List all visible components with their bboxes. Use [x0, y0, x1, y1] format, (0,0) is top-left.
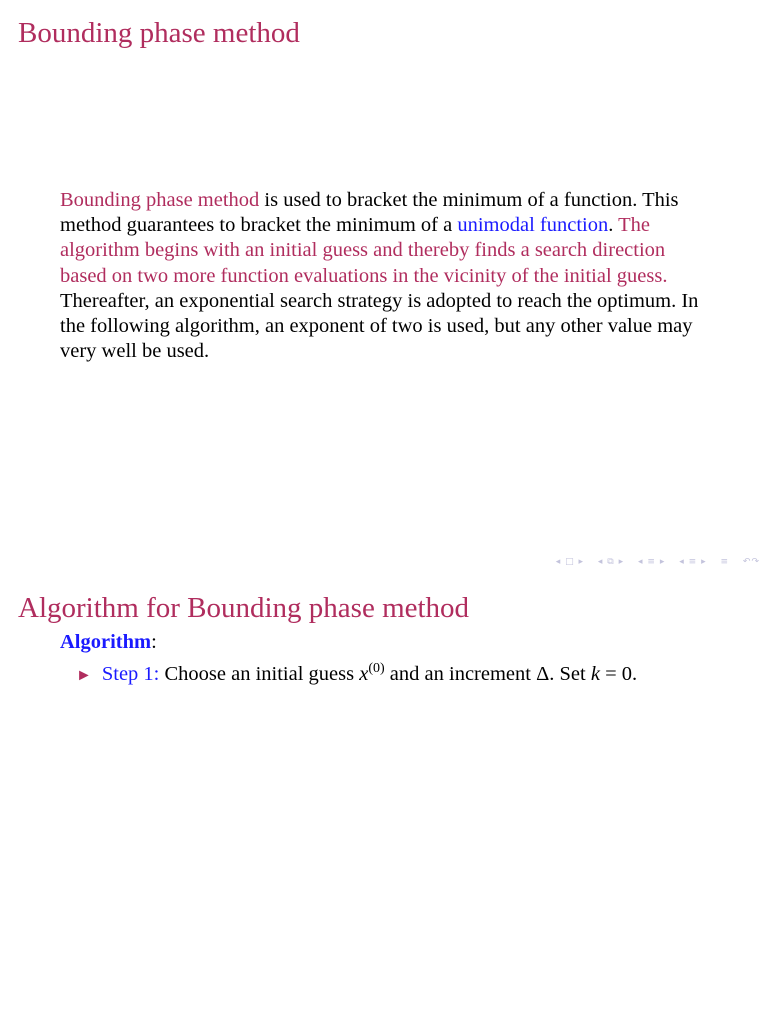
unimodal-function-link[interactable]: unimodal function — [457, 214, 609, 237]
math-superscript: (0) — [368, 661, 385, 677]
nav-next-arrow-icon[interactable]: ▸ — [659, 557, 666, 567]
search-back-forward-icon[interactable]: ↶↷ — [742, 557, 760, 567]
nav-prev-arrow-icon[interactable]: ◂ — [679, 557, 685, 567]
algorithm-colon: : — [151, 631, 157, 653]
slide-title: Algorithm for Bounding phase method — [18, 592, 470, 624]
paragraph-text: is used to bracket the minimum of a function. This method guarantees to bracket the minimum of a — [60, 189, 679, 237]
nav-prev-arrow-icon[interactable]: ◂ — [597, 557, 604, 567]
section-icon[interactable]: ≡ — [647, 557, 656, 567]
subsection-icon[interactable]: ⧉ — [607, 557, 615, 567]
slide-title: Bounding phase method — [18, 17, 300, 49]
align-icon[interactable]: ≡ — [720, 557, 730, 567]
nav-next-arrow-icon[interactable]: ▸ — [578, 557, 585, 567]
section-icon[interactable]: ≡ — [688, 557, 698, 567]
math-variable-k: k — [590, 663, 600, 685]
math-variable-x: x — [359, 663, 369, 685]
beamer-navigation-bar — [556, 557, 760, 567]
paragraph-text: . — [608, 214, 619, 237]
algorithm-heading — [60, 630, 157, 655]
nav-prev-arrow-icon[interactable]: ◂ — [555, 557, 562, 567]
body-paragraph — [60, 188, 710, 364]
paragraph-text: Thereafter, an exponential search strategy is adopted to reach the optimum. In the following algorithm, an exponent of two is used, but any other value may very well be used. — [60, 289, 699, 363]
highlighted-sentence: The algorithm begins with an initial guess and thereby finds a search direction based on two more function evaluations in the vicinity of the initial guess. — [60, 214, 668, 287]
frame-icon[interactable]: □ — [565, 557, 575, 567]
nav-next-arrow-icon[interactable]: ▸ — [618, 557, 625, 567]
step-text: = 0. — [599, 663, 638, 685]
nav-prev-arrow-icon[interactable]: ◂ — [638, 557, 644, 567]
step-label: Step 1: — [101, 663, 160, 685]
list-item — [76, 662, 637, 688]
bullet-triangle-icon: ► — [76, 667, 92, 684]
step-text: and an increment Δ. Set — [384, 663, 591, 685]
nav-next-arrow-icon[interactable]: ▸ — [701, 557, 707, 567]
algorithm-label: Algorithm — [60, 631, 152, 653]
step-text: Choose an initial guess — [159, 663, 360, 685]
term-highlight: Bounding phase method — [60, 189, 260, 211]
